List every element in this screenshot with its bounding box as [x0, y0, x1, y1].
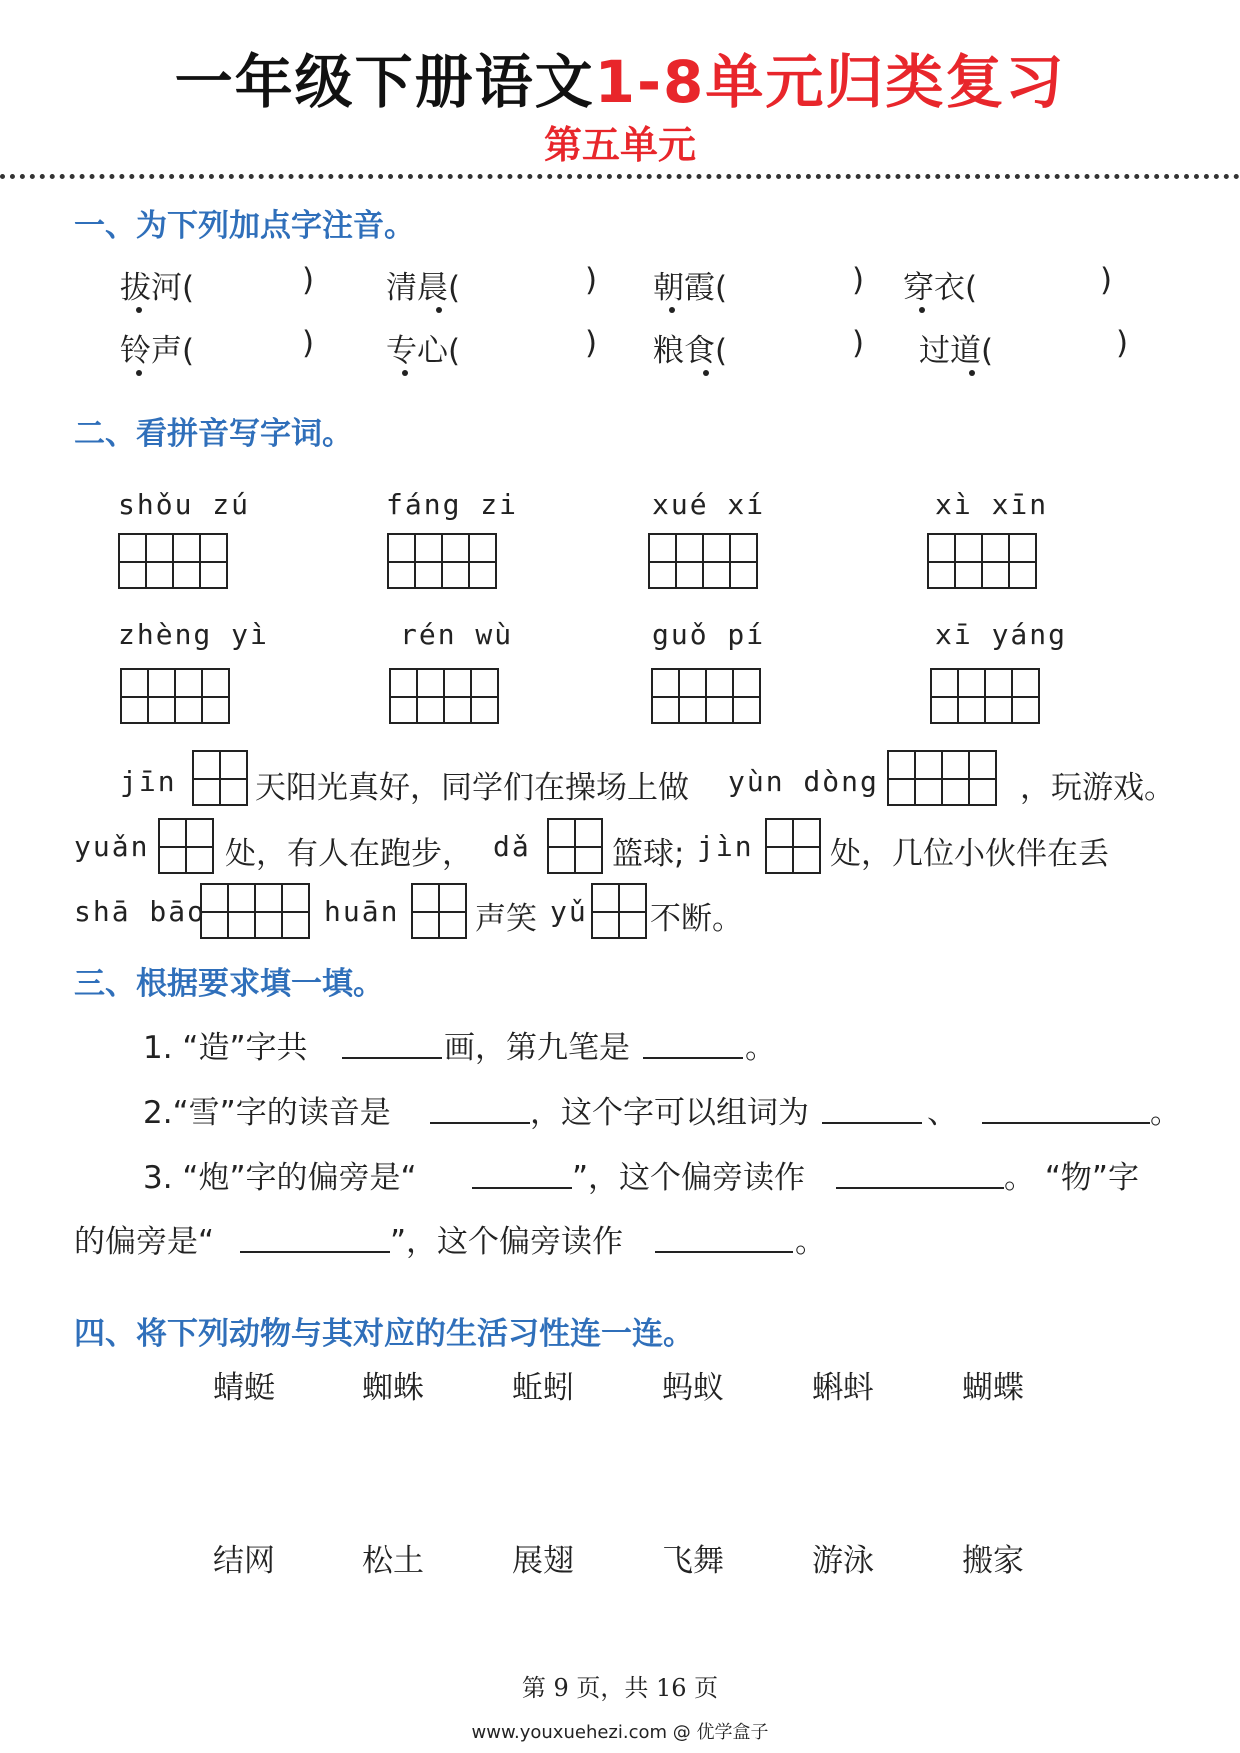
- paren-close: ): [1116, 325, 1129, 361]
- answer-blank[interactable]: [655, 1251, 793, 1253]
- pinyin-guopi: guǒ pí: [652, 618, 766, 651]
- habit-feiwu[interactable]: 飞舞: [662, 1543, 724, 1579]
- q2-text: 。: [1150, 1095, 1181, 1131]
- title-part-red: 1-8单元归类复习: [594, 48, 1066, 116]
- habit-youyong[interactable]: 游泳: [812, 1543, 874, 1579]
- habit-songtu[interactable]: 松土: [362, 1543, 424, 1579]
- pinyin-yu: yǔ: [550, 895, 588, 928]
- passage-text: 声笑: [475, 901, 537, 937]
- page-title: [0, 42, 1240, 122]
- q2-text: 、: [927, 1095, 958, 1131]
- emphasis-dot: [136, 370, 142, 376]
- writing-grid[interactable]: [192, 750, 248, 806]
- section1-heading: 一、为下列加点字注音。: [74, 208, 415, 244]
- pinyin-zhengyi: zhèng yì: [118, 618, 269, 651]
- pinyin-shabao: shā bāo: [74, 895, 207, 928]
- pinyin-yundong: yùn dòng: [728, 765, 879, 798]
- writing-grid[interactable]: [200, 883, 310, 939]
- item-lingsheng: 铃声(: [120, 333, 195, 369]
- answer-blank[interactable]: [430, 1122, 530, 1124]
- writing-grid[interactable]: [927, 533, 1037, 589]
- item-bahe: 拔河(: [120, 270, 195, 306]
- q3-text: ”，这个偏旁读作: [390, 1224, 624, 1260]
- writing-grid[interactable]: [651, 668, 761, 724]
- pinyin-renwu: rén wù: [400, 618, 514, 651]
- writing-grid[interactable]: [765, 818, 821, 874]
- animal-qingting[interactable]: 蜻蜓: [213, 1370, 275, 1406]
- q1-text: 1. “造”字共: [143, 1030, 308, 1066]
- section4-heading: 四、将下列动物与其对应的生活习性连一连。: [74, 1316, 694, 1352]
- answer-blank[interactable]: [822, 1122, 922, 1124]
- passage-text: 处，几位小伙伴在丢: [830, 836, 1109, 872]
- writing-grid[interactable]: [547, 818, 603, 874]
- q3-text: ”，这个偏旁读作: [572, 1160, 806, 1196]
- writing-grid[interactable]: [591, 883, 647, 939]
- paren-close: ): [852, 262, 865, 298]
- q3-text: 。 “物”字: [1004, 1160, 1139, 1196]
- writing-grid[interactable]: [387, 533, 497, 589]
- paren-close: ): [585, 262, 598, 298]
- pinyin-shouzu: shǒu zú: [118, 488, 251, 521]
- pinyin-xiyang: xī yáng: [935, 618, 1068, 651]
- writing-grid[interactable]: [158, 818, 214, 874]
- pinyin-xuexi: xué xí: [652, 488, 766, 521]
- passage-text: 不断。: [650, 901, 743, 937]
- animal-hudie[interactable]: 蝴蝶: [962, 1370, 1024, 1406]
- emphasis-dot: [136, 307, 142, 313]
- writing-grid[interactable]: [887, 750, 997, 806]
- passage-text: 篮球;: [612, 836, 685, 872]
- passage-text: 处，有人在跑步，: [225, 836, 473, 872]
- pinyin-fangzi: fáng zi: [386, 488, 519, 521]
- paren-close: ): [302, 325, 315, 361]
- q1-text: 。: [745, 1030, 776, 1066]
- animal-zhizhu[interactable]: 蜘蛛: [362, 1370, 424, 1406]
- animal-qiuyin[interactable]: 蚯蚓: [512, 1370, 574, 1406]
- section3-heading: 三、根据要求填一填。: [74, 966, 384, 1002]
- pinyin-xixin: xì xīn: [935, 488, 1049, 521]
- item-chuanyi: 穿衣(: [903, 270, 978, 306]
- pinyin-jin2: jìn: [697, 830, 754, 863]
- answer-blank[interactable]: [472, 1187, 572, 1189]
- answer-blank[interactable]: [643, 1057, 743, 1059]
- passage-text: 天阳光真好，同学们在操场上做: [255, 770, 689, 806]
- writing-grid[interactable]: [118, 533, 228, 589]
- item-zhaoxia: 朝霞(: [653, 270, 728, 306]
- site-watermark: www.youxuehezi.com @ 优学盒子: [471, 1722, 769, 1743]
- q2-text: ，这个字可以组词为: [530, 1095, 809, 1131]
- emphasis-dot: [436, 307, 442, 313]
- paren-close: ): [852, 325, 865, 361]
- paren-close: ): [1100, 262, 1113, 298]
- pinyin-yuan: yuǎn: [74, 830, 150, 863]
- q3-text: 的偏旁是“: [74, 1224, 215, 1260]
- passage-text: ，玩游戏。: [1020, 770, 1175, 806]
- dotted-divider: [0, 174, 1240, 179]
- item-zhuanxin: 专心(: [386, 333, 461, 369]
- emphasis-dot: [402, 370, 408, 376]
- habit-banjia[interactable]: 搬家: [962, 1543, 1024, 1579]
- paren-close: ): [302, 262, 315, 298]
- answer-blank[interactable]: [836, 1187, 1004, 1189]
- writing-grid[interactable]: [648, 533, 758, 589]
- writing-grid[interactable]: [389, 668, 499, 724]
- habit-jiewang[interactable]: 结网: [213, 1543, 275, 1579]
- writing-grid[interactable]: [120, 668, 230, 724]
- item-liangshi: 粮食(: [653, 333, 728, 369]
- section2-heading: 二、看拼音写字词。: [74, 416, 353, 452]
- writing-grid[interactable]: [411, 883, 467, 939]
- pinyin-jin: jīn: [120, 765, 177, 798]
- item-guodao: 过道(: [919, 333, 994, 369]
- q3-text: 3. “炮”字的偏旁是“: [143, 1160, 417, 1196]
- q3-text: 。: [795, 1224, 826, 1260]
- animal-mayi[interactable]: 蚂蚁: [662, 1370, 724, 1406]
- animal-kedou[interactable]: 蝌蚪: [812, 1370, 874, 1406]
- item-qingchen: 清晨(: [386, 270, 461, 306]
- pinyin-huan: huān: [324, 895, 400, 928]
- paren-close: ): [585, 325, 598, 361]
- answer-blank[interactable]: [240, 1251, 390, 1253]
- page-subtitle: 第五单元: [543, 123, 696, 167]
- emphasis-dot: [703, 370, 709, 376]
- page-number: 第 9 页，共 16 页: [521, 1674, 719, 1702]
- title-part-black: 一年级下册语文: [174, 48, 595, 116]
- q1-text: 画，第九笔是: [444, 1030, 630, 1066]
- emphasis-dot: [969, 370, 975, 376]
- answer-blank[interactable]: [982, 1122, 1150, 1124]
- habit-zhanchi[interactable]: 展翅: [512, 1543, 574, 1579]
- answer-blank[interactable]: [342, 1057, 442, 1059]
- q2-text: 2.“雪”字的读音是: [143, 1095, 391, 1131]
- emphasis-dot: [669, 307, 675, 313]
- writing-grid[interactable]: [930, 668, 1040, 724]
- emphasis-dot: [919, 307, 925, 313]
- pinyin-da: dǎ: [493, 830, 531, 863]
